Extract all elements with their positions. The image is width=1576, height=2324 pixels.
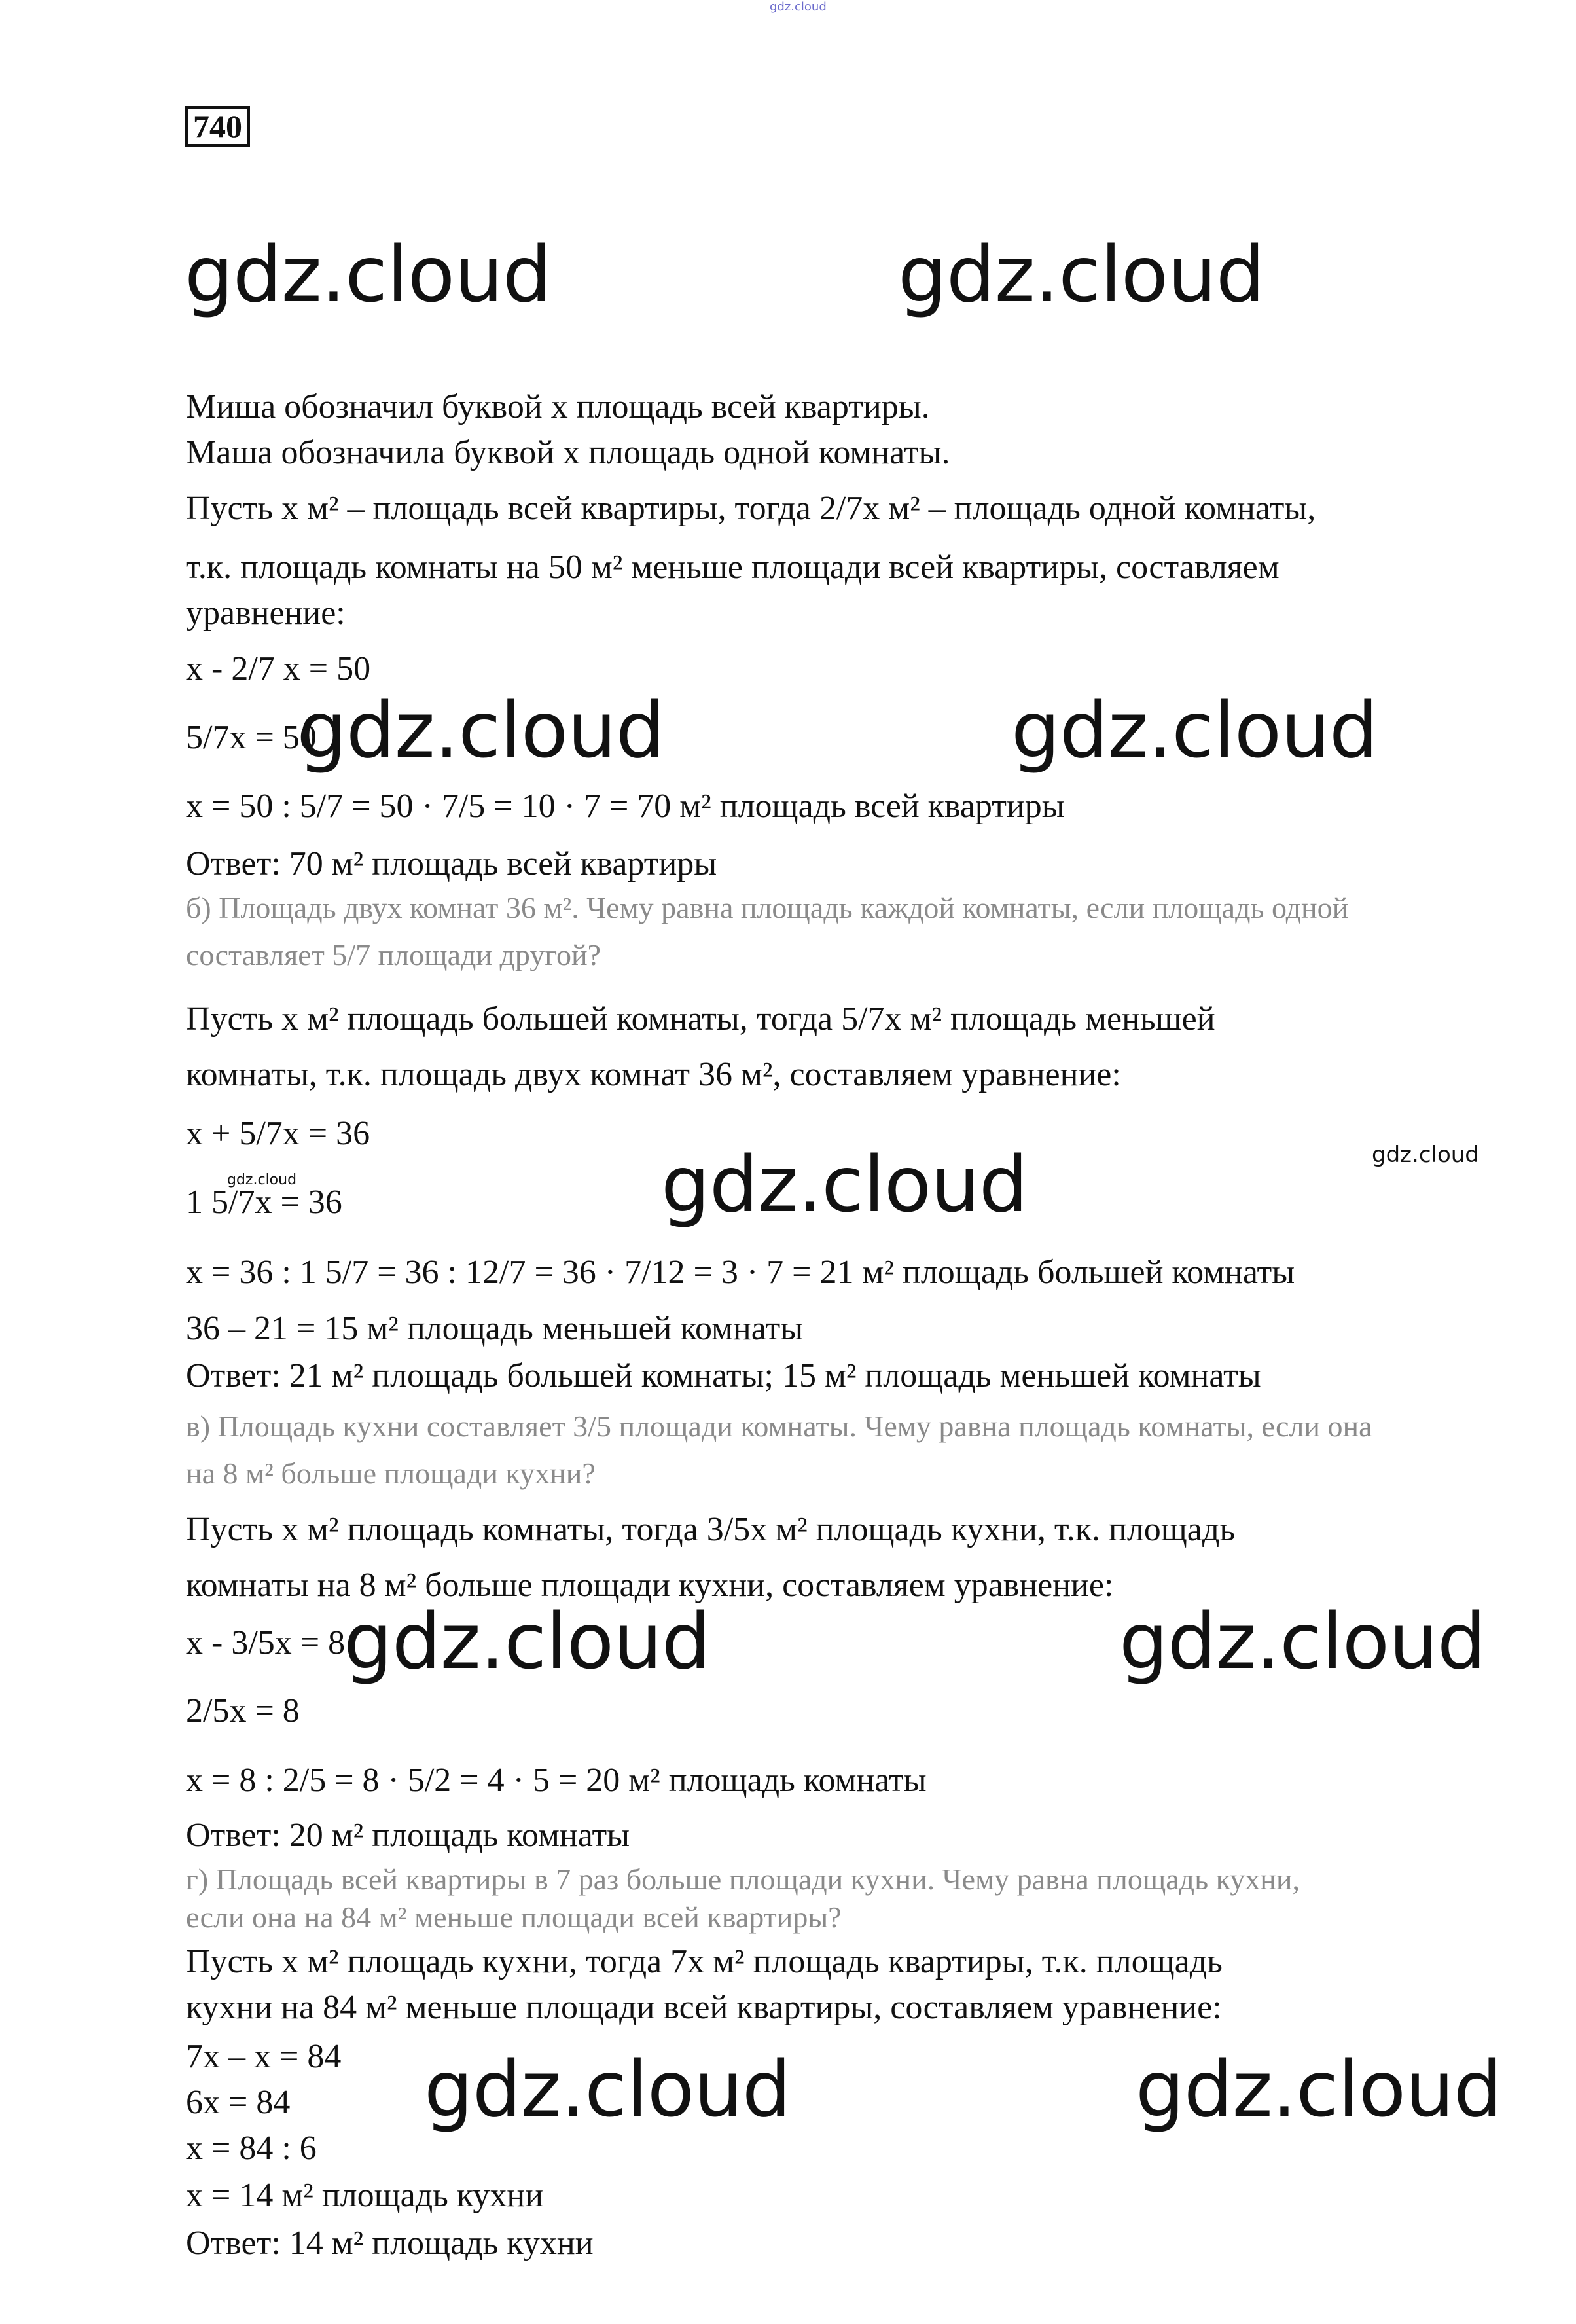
watermark: gdz.cloud — [424, 2044, 791, 2134]
text-line: Пусть х м² площадь большей комнаты, тогда 5/7х м² площадь меньшей — [186, 1000, 1215, 1038]
watermark: gdz.cloud — [1136, 2044, 1502, 2134]
equation-line: х - 2/7 х = 50 — [186, 650, 371, 687]
equation-line: х + 5/7х = 36 — [186, 1115, 370, 1152]
text-line: комнаты, т.к. площадь двух комнат 36 м², составляем уравнение: — [186, 1056, 1121, 1093]
equation-line: 2/5х = 8 — [186, 1692, 300, 1730]
watermark: gdz.cloud — [344, 1596, 710, 1686]
text-line: Пусть х м² площадь комнаты, тогда 3/5х м² площадь кухни, т.к. площадь — [186, 1511, 1236, 1548]
task-text: в) Площадь кухни составляет 3/5 площади комнаты. Чему равна площадь комнаты, если она — [186, 1409, 1372, 1443]
top-watermark: gdz.cloud — [770, 0, 827, 14]
task-text: г) Площадь всей квартиры в 7 раз больше площади кухни. Чему равна площадь кухни, — [186, 1862, 1300, 1896]
equation-line: 6х = 84 — [186, 2084, 291, 2121]
text-line: т.к. площадь комнаты на 50 м² меньше площади всей квартиры, составляем — [186, 549, 1280, 586]
equation-line: х = 14 м² площадь кухни — [186, 2177, 544, 2214]
task-text: если она на 84 м² меньше площади всей квартиры? — [186, 1900, 842, 1934]
task-text: б) Площадь двух комнат 36 м². Чему равна площадь каждой комнаты, если площадь одной — [186, 891, 1349, 924]
answer-line: Ответ: 14 м² площадь кухни — [186, 2224, 594, 2262]
watermark: gdz.cloud — [185, 229, 551, 319]
answer-line: Ответ: 70 м² площадь всей квартиры — [186, 845, 717, 882]
watermark: gdz.cloud — [1011, 685, 1378, 775]
watermark-small: gdz.cloud — [1372, 1142, 1479, 1168]
task-text: составляет 5/7 площади другой? — [186, 938, 601, 971]
answer-line: Ответ: 21 м² площадь большей комнаты; 15 м² площадь меньшей комнаты — [186, 1357, 1261, 1394]
watermark: gdz.cloud — [661, 1139, 1028, 1229]
text-line: комнаты на 8 м² больше площади кухни, составляем уравнение: — [186, 1567, 1114, 1604]
equation-line: х = 84 : 6 — [186, 2130, 317, 2167]
text-line: Миша обозначил буквой х площадь всей квартиры. — [186, 388, 930, 426]
text-line: Пусть х м² – площадь всей квартиры, тогда 2/7х м² – площадь одной комнаты, — [186, 490, 1316, 527]
task-text: на 8 м² больше площади кухни? — [186, 1457, 596, 1490]
text-line: 36 – 21 = 15 м² площадь меньшей комнаты — [186, 1310, 804, 1347]
equation-line: х = 36 : 1 5/7 = 36 : 12/7 = 36 · 7/12 = 3 · 7 = 21 м² площадь большей комнаты — [186, 1254, 1295, 1291]
equation-line: х = 50 : 5/7 = 50 · 7/5 = 10 · 7 = 70 м² площадь всей квартиры — [186, 788, 1065, 825]
watermark: gdz.cloud — [298, 685, 664, 775]
text-line: Пусть х м² площадь кухни, тогда 7х м² площадь квартиры, т.к. площадь — [186, 1943, 1223, 1980]
task-number: 740 — [185, 106, 250, 147]
equation-line: х - 3/5х = 8 — [186, 1624, 346, 1661]
answer-line: Ответ: 20 м² площадь комнаты — [186, 1817, 630, 1854]
equation-line: 1 5/7х = 36 — [186, 1184, 342, 1221]
equation-line: х = 8 : 2/5 = 8 · 5/2 = 4 · 5 = 20 м² площадь комнаты — [186, 1762, 927, 1799]
watermark: gdz.cloud — [1119, 1596, 1486, 1686]
equation-line: 5/7х = 50 — [186, 719, 317, 756]
text-line: кухни на 84 м² меньше площади всей квартиры, составляем уравнение: — [186, 1989, 1222, 2026]
text-line: уравнение: — [186, 594, 346, 632]
equation-line: 7х – х = 84 — [186, 2038, 342, 2075]
text-line: Маша обозначила буквой х площадь одной комнаты. — [186, 434, 950, 471]
watermark: gdz.cloud — [898, 229, 1264, 319]
watermark-tiny: gdz.cloud — [227, 1172, 297, 1188]
